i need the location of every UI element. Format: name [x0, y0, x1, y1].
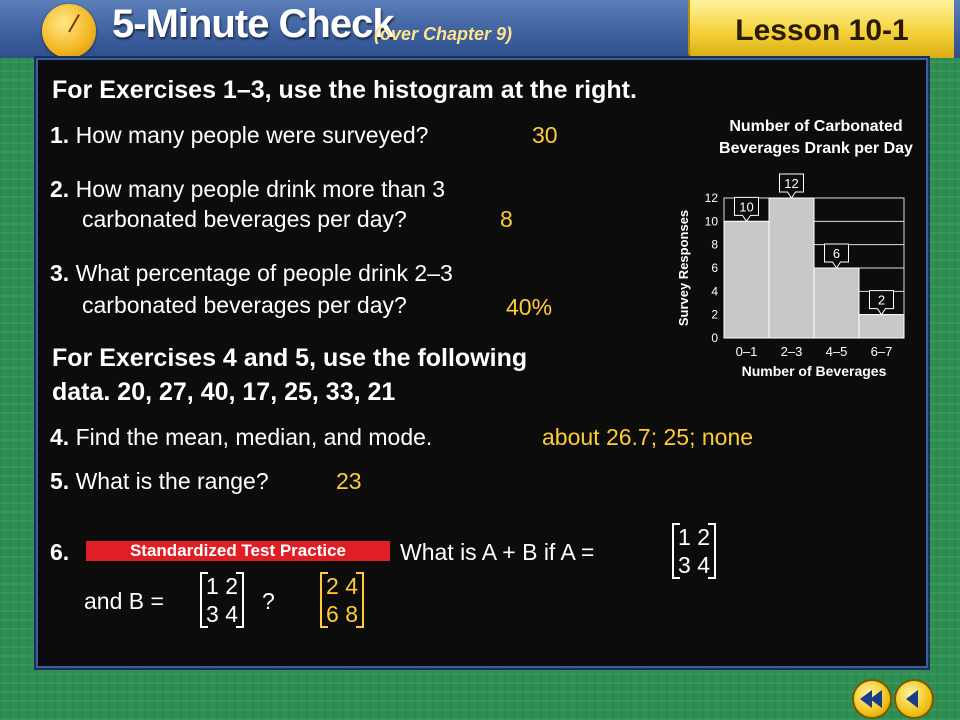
q6-text-a: What is A + B if A = [400, 539, 595, 565]
y-tick-label: 10 [704, 214, 718, 229]
q6-question-mark: ? [262, 588, 275, 614]
matrix-b-row2: 3 4 [206, 601, 238, 627]
lesson-tab [688, 0, 954, 58]
y-tick-label: 8 [711, 237, 718, 252]
intro-exercises-4-5-line2: data. 20, 27, 40, 17, 25, 33, 21 [52, 378, 396, 406]
intro-exercises-4-5-line1: For Exercises 4 and 5, use the following [52, 344, 528, 372]
q3-answer: 40% [506, 294, 553, 320]
bar-0–1 [724, 221, 769, 338]
matrix-a-row2: 3 4 [678, 552, 710, 578]
q5-text: What is the range? [75, 468, 269, 494]
data-label: 6 [832, 246, 841, 261]
q5-number: 5. [50, 468, 70, 494]
q2-answer: 8 [500, 206, 513, 232]
q5-answer: 23 [336, 468, 362, 494]
q3-question-line1 [50, 260, 453, 287]
intro-exercises-1-3: For Exercises 1–3, use the histogram at the right. [52, 76, 637, 104]
data-label: 2 [877, 292, 886, 308]
header-bar [0, 0, 960, 58]
histogram-chart [668, 160, 918, 390]
y-tick-label: 2 [711, 307, 718, 322]
q1-number: 1. [50, 122, 70, 148]
q3-line1: What percentage of people drink 2–3 [75, 260, 453, 286]
q4-number: 4. [50, 424, 70, 450]
x-tick-label: 4–5 [825, 344, 848, 359]
q5-question [50, 468, 269, 495]
clock-icon [42, 4, 96, 58]
matrix-a [672, 523, 716, 579]
q1-answer: 30 [532, 122, 558, 148]
lesson-label: Lesson 10-1 [735, 14, 909, 47]
x-tick-label: 6–7 [870, 344, 893, 359]
y-tick-label: 0 [711, 331, 718, 345]
y-tick-label: 12 [704, 191, 718, 205]
q2-number: 2. [50, 176, 70, 202]
x-tick-label: 0–1 [735, 344, 758, 359]
matrix-b-row1: 1 2 [206, 573, 238, 599]
matrix-a-row1: 1 2 [678, 524, 710, 550]
x-tick-label: 2–3 [780, 344, 803, 359]
q2-question-line1 [50, 176, 445, 203]
chart-title: Number of Carbonated Beverages Drank per Day [719, 118, 913, 157]
q2-question-line2: carbonated beverages per day? [82, 206, 407, 232]
q1-question [50, 122, 428, 149]
page-subtitle: (over Chapter 9) [374, 24, 513, 44]
q4-answer: about 26.7; 25; none [542, 424, 754, 450]
content-panel [36, 58, 928, 668]
bar-2–3 [769, 198, 814, 338]
q4-question [50, 424, 432, 451]
rewind-button[interactable] [852, 679, 892, 719]
q1-text: How many people were surveyed? [75, 122, 429, 148]
data-label: 10 [739, 199, 754, 215]
standardized-test-badge: Standardized Test Practice [86, 541, 390, 561]
answer-matrix-row2: 6 8 [326, 601, 358, 627]
answer-matrix-row1: 2 4 [326, 573, 358, 599]
q3-number: 3. [50, 260, 70, 286]
bar-4–5 [814, 268, 859, 338]
q2-line1: How many people drink more than 3 [75, 176, 446, 202]
page-title: 5-Minute Check [112, 2, 394, 46]
y-tick-label: 4 [711, 284, 718, 299]
bar-6–7 [859, 315, 904, 338]
q6-text-b: and B = [84, 588, 164, 614]
q4-text: Find the mean, median, and mode. [75, 424, 433, 450]
answer-matrix [320, 572, 364, 628]
back-button[interactable] [894, 679, 934, 719]
y-tick-label: 6 [711, 261, 718, 275]
data-label: 12 [784, 176, 799, 191]
y-axis-label: Survey Responses [676, 209, 691, 327]
q6-number: 6. [50, 539, 70, 565]
x-axis-label: Number of Beverages [741, 363, 887, 379]
matrix-b [200, 572, 244, 628]
q3-question-line2: carbonated beverages per day? [82, 292, 407, 318]
